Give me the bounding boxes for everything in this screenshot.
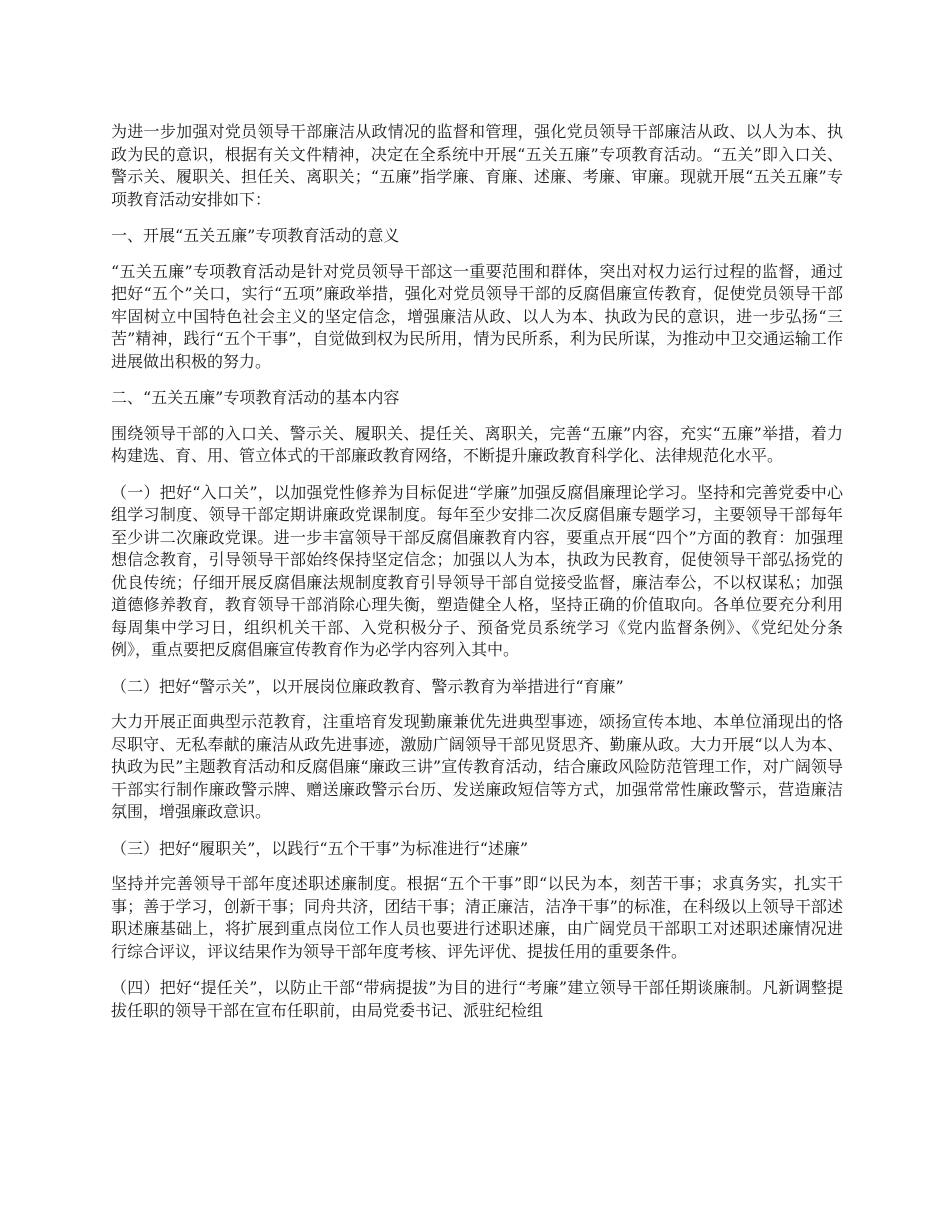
duty-gate-paragraph: 坚持并完善领导干部年度述职述廉制度。根据“五个干事”即“以民为本，刻苦干事；求真务实，扎实干事；善于学习，创新干事；同舟共济，团结干事；清正廉洁，洁净干事”的标准，在科级以上领导干部述职述廉基础上，将扩展到重点岗位工作人员也要进行述职述廉，由广阔党员干部职工对述职述廉情况进行综合评议，评议结果作为领导干部年度考核、评先评优、提拔任用的重要条件。 [111, 874, 843, 961]
warning-gate-paragraph: 大力开展正面典型示范教育，注重培育发现勤廉兼优先进典型事迹，颂扬宣传本地、本单位涌现出的恪尽职守、无私奉献的廉洁从政先进事迹，激励广阔领导干部见贤思齐、勤廉从政。大力开展“以人为本、执政为民”主题教育活动和反腐倡廉“廉政三讲”宣传教育活动，结合廉政风险防范管理工作，对广阔领导干部实行制作廉政警示牌、赠送廉政警示台历、发送廉政短信等方式，加强常常性廉政警示，营造廉洁氛围，增强廉政意识。 [111, 712, 843, 821]
document-body [111, 121, 843, 1036]
section-heading-1: 一、开展“五关五廉”专项教育活动的意义 [111, 226, 400, 245]
promotion-gate-paragraph: （四）把好“提任关”，以防止干部“带病提拔”为目的进行“考廉”建立领导干部任期谈廉制。凡新调整提拔任职的领导干部在宣布任职前，由局党委书记、派驻纪检组 [111, 978, 843, 1020]
basic-content-paragraph: 围绕领导干部的入口关、警示关、履职关、提任关、离职关，完善“五廉”内容，充实“五廉”举措，着力构建选、育、用、管立体式的干部廉政教育网络，不断提升廉政教育科学化、法律规范化水平。 [111, 423, 843, 465]
entry-gate-paragraph: （一）把好“入口关”，以加强党性修养为目标促进“学廉”加强反腐倡廉理论学习。坚持和完善党委中心组学习制度、领导干部定期讲廉政党课制度。每年至少安排二次反腐倡廉专题学习，主要领导干部每年至少讲二次廉政党课。进一步丰富领导干部反腐倡廉教育内容，要重点开展“四个”方面的教育：加强理想信念教育，引导领导干部始终保持坚定信念；加强以人为本，执政为民教育，促使领导干部弘扬党的优良传统；仔细开展反腐倡廉法规制度教育引导领导干部自觉接受监督，廉洁奉公，不以权谋私；加强道德修养教育，教育领导干部消除心理失衡，塑造健全人格，坚持正确的价值取向。各单位要充分利用每周集中学习日，组织机关干部、入党积极分子、预备党员系统学习《党内监督条例》、《党纪处分条例》，重点要把反腐倡廉宣传教育作为必学内容列入其中。 [111, 482, 843, 659]
subsection-heading-warning: （二）把好“警示关”，以开展岗位廉政教育、警示教育为举措进行“育廉” [111, 676, 624, 696]
significance-paragraph: “五关五廉”专项教育活动是针对党员领导干部这一重要范围和群体，突出对权力运行过程的监督，通过把好“五个”关口，实行“五项”廉政举措，强化对党员领导干部的反腐倡廉宣传教育，促使党员领导干部牢固树立中国特色社会主义的坚定信念，增强廉洁从政、以人为本、执政为民的意识，进一步弘扬“三苦”精神，践行“五个干事”，自觉做到权为民所用，情为民所系，利为民所谋，为推动中卫交通运输工作进展做出积极的努力。 [111, 261, 843, 371]
section-heading-2: 二、“五关五廉”专项教育活动的基本内容 [111, 388, 400, 407]
intro-paragraph: 为进一步加强对党员领导干部廉洁从政情况的监督和管理，强化党员领导干部廉洁从政、以人为本、执政为民的意识，根据有关文件精神，决定在全系统中开展“五关五廉”专项教育活动。“五关”即入口关、警示关、履职关、担任关、离职关；“五廉”指学廉、育廉、述廉、考廉、审廉。现就开展“五关五廉”专项教育活动安排如下： [111, 122, 843, 209]
subsection-heading-duty: （三）把好“履职关”，以践行“五个干事”为标准进行“述廉” [111, 838, 529, 858]
